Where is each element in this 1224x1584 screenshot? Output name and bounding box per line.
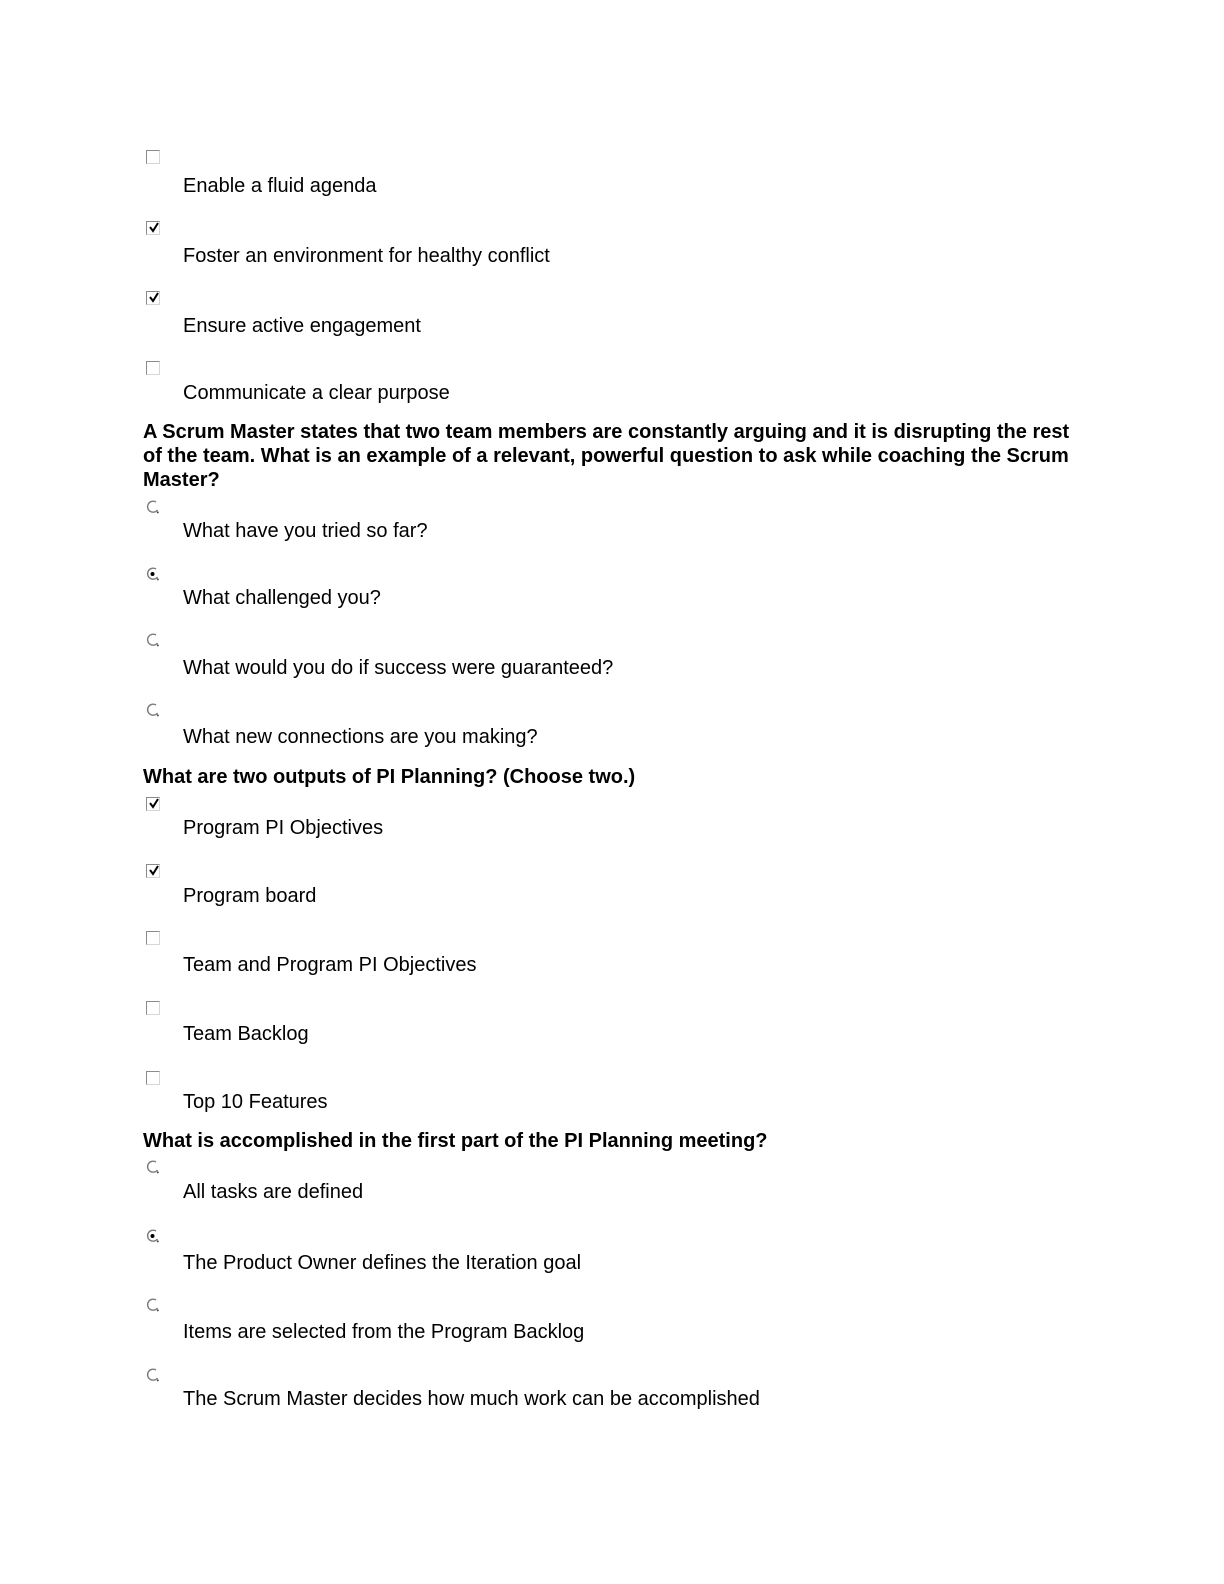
checkbox-q3-opt1[interactable]	[146, 797, 160, 811]
radio-q2-opt1[interactable]	[145, 499, 161, 515]
radio-q4-opt1[interactable]	[145, 1159, 161, 1175]
option-label: What have you tried so far?	[183, 520, 428, 542]
option-label: The Product Owner defines the Iteration goal	[183, 1252, 582, 1274]
checkbox-q1-opt4[interactable]	[146, 361, 160, 375]
option-label: What new connections are you making?	[183, 726, 538, 748]
question-text: What is accomplished in the first part of the PI Planning meeting?	[143, 1130, 768, 1152]
option-label: Communicate a clear purpose	[183, 382, 450, 404]
checkbox-q3-opt4[interactable]	[146, 1001, 160, 1015]
checkbox-q3-opt5[interactable]	[146, 1071, 160, 1085]
question-text: What are two outputs of PI Planning? (Choose two.)	[143, 766, 636, 788]
option-label: Items are selected from the Program Backlog	[183, 1321, 585, 1343]
checkmark-icon	[148, 798, 160, 810]
option-label: Team Backlog	[183, 1023, 309, 1045]
checkbox-q1-opt1[interactable]	[146, 150, 160, 164]
checkbox-q3-opt2[interactable]	[146, 864, 160, 878]
option-label: Program PI Objectives	[183, 817, 384, 839]
radio-q4-opt4[interactable]	[145, 1367, 161, 1383]
radio-q4-opt3[interactable]	[145, 1297, 161, 1313]
option-label: All tasks are defined	[183, 1181, 364, 1203]
radio-q2-opt3[interactable]	[145, 632, 161, 648]
question-text: A Scrum Master states that two team members are constantly arguing and it is disrupting the rest of the team. What is an example of a relevant, powerful question to ask while coaching the Scrum Master?	[143, 421, 1070, 491]
checkmark-icon	[148, 865, 160, 877]
option-label: Team and Program PI Objectives	[183, 954, 477, 976]
checkbox-q1-opt3[interactable]	[146, 291, 160, 305]
checkbox-q1-opt2[interactable]	[146, 221, 160, 235]
checkmark-icon	[148, 292, 160, 304]
radio-q2-opt4[interactable]	[145, 702, 161, 718]
option-label: Ensure active engagement	[183, 315, 421, 337]
checkmark-icon	[148, 222, 160, 234]
option-label: Foster an environment for healthy conflict	[183, 245, 550, 267]
option-label: Top 10 Features	[183, 1091, 328, 1113]
option-label: What challenged you?	[183, 587, 381, 609]
option-label: The Scrum Master decides how much work can be accomplished	[183, 1388, 760, 1410]
option-label: Program board	[183, 885, 317, 907]
radio-q2-opt2[interactable]	[145, 566, 161, 582]
option-label: What would you do if success were guaranteed?	[183, 657, 614, 679]
option-label: Enable a fluid agenda	[183, 175, 377, 197]
checkbox-q3-opt3[interactable]	[146, 931, 160, 945]
radio-q4-opt2[interactable]	[145, 1228, 161, 1244]
